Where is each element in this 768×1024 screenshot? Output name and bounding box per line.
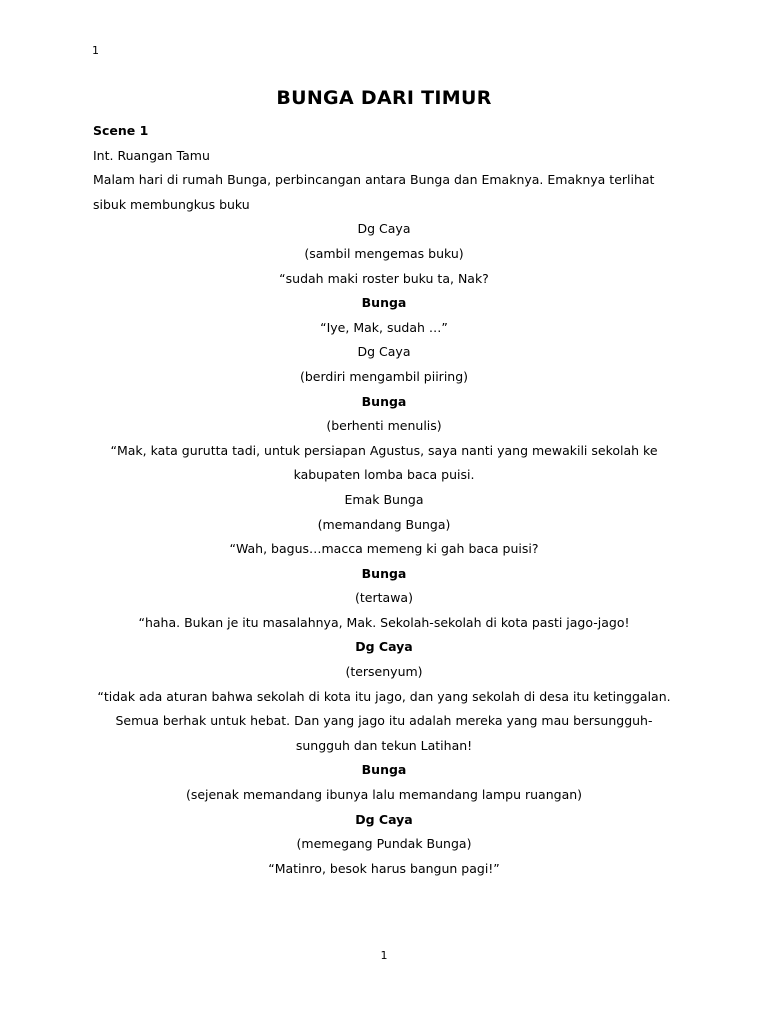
- scene-heading: Scene 1: [93, 123, 149, 138]
- parenthetical: (memandang Bunga): [317, 516, 451, 532]
- character-name: Dg Caya: [355, 811, 413, 827]
- scene-location: Int. Ruangan Tamu: [93, 147, 210, 163]
- script-body: [93, 119, 675, 881]
- dialogue: “sudah maki roster buku ta, Nak?: [279, 270, 489, 286]
- parenthetical: (sejenak memandang ibunya lalu memandang lampu ruangan): [185, 787, 583, 803]
- character-name: Dg Caya: [357, 344, 411, 360]
- character-name: Dg Caya: [357, 221, 411, 237]
- dialogue: “Iye, Mak, sudah …”: [320, 319, 448, 335]
- parenthetical: (berdiri mengambil piiring): [299, 368, 469, 384]
- character-name: Bunga: [361, 565, 407, 581]
- parenthetical: (tertawa): [355, 590, 413, 606]
- scene-description: Malam hari di rumah Bunga, perbincangan antara Bunga dan Emaknya. Emaknya terlihat sibuk membungkus buku: [93, 172, 655, 212]
- dialogue: “Wah, bagus…macca memeng ki gah baca puisi?: [229, 541, 539, 557]
- dialogue: “Matinro, besok harus bangun pagi!”: [268, 860, 500, 876]
- character-name: Dg Caya: [355, 639, 413, 655]
- document-title: BUNGA DARI TIMUR: [276, 87, 492, 109]
- character-name: Bunga: [361, 393, 407, 409]
- parenthetical: (tersenyum): [345, 664, 423, 680]
- parenthetical: (berhenti menulis): [326, 418, 442, 434]
- character-name: Emak Bunga: [344, 491, 424, 507]
- character-name: Bunga: [361, 295, 407, 311]
- footer-page-number: 1: [380, 949, 388, 962]
- dialogue: “tidak ada aturan bahwa sekolah di kota itu jago, dan yang sekolah di desa itu ketinggalan. Semua berhak untuk hebat. Dan yang jago itu adalah mereka yang mau bersungguh-sungguh dan tekun Latihan!: [97, 688, 671, 753]
- dialogue: “Mak, kata gurutta tadi, untuk persiapan Agustus, saya nanti yang mewakili sekolah ke kabupaten lomba baca puisi.: [110, 442, 658, 483]
- character-name: Bunga: [361, 762, 407, 778]
- parenthetical: (memegang Pundak Bunga): [296, 836, 472, 852]
- parenthetical: (sambil mengemas buku): [304, 245, 464, 261]
- dialogue: “haha. Bukan je itu masalahnya, Mak. Sekolah-sekolah di kota pasti jago-jago!: [138, 614, 630, 630]
- header-page-number: 1: [92, 44, 99, 57]
